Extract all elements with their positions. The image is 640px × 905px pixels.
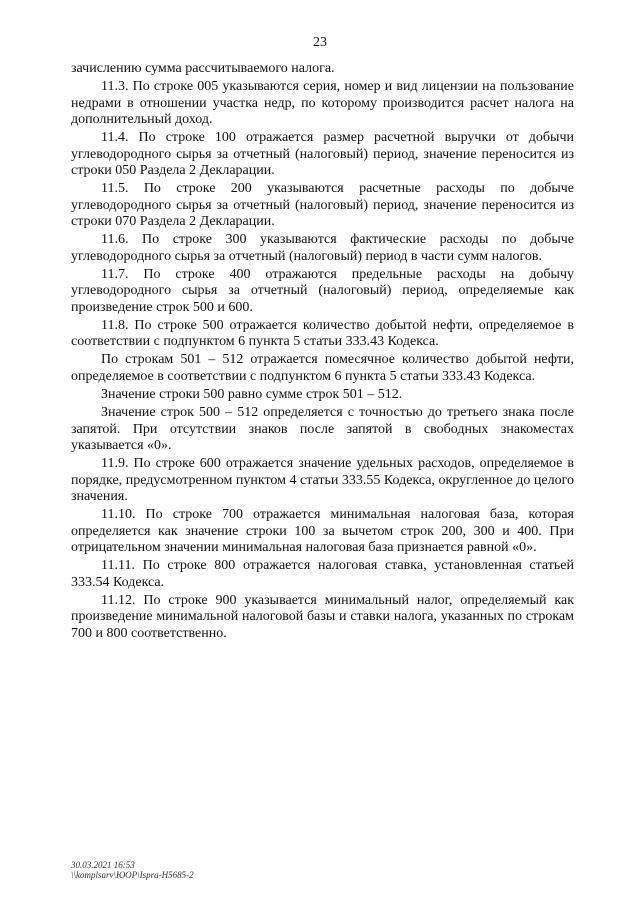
paragraph: 11.4. По строке 100 отражается размер расчетной выручки от добычи углеводородного сырья за отчетный (налоговый) период, значение переносится из строки 050 Раздела 2 Декларации. — [71, 130, 574, 179]
paragraph: зачислению сумма рассчитываемого налога. — [71, 61, 335, 76]
paragraph: Значение строк 500 – 512 определяется с точностью до третьего знака после запятой. При отсутствии знаков после запятой в свободных знакоместах указывается «0». — [71, 405, 574, 454]
paragraph: 11.9. По строке 600 отражается значение удельных расходов, определяемое в порядке, предусмотренном пунктом 4 статьи 333.55 Кодекса, округленное до целого значения. — [71, 456, 574, 505]
paragraph: 11.5. По строке 200 указываются расчетные расходы по добыче углеводородного сырья за отчетный (налоговый) период, значение переносится из строки 070 Раздела 2 Декларации. — [71, 181, 574, 230]
paragraph: По строкам 501 – 512 отражается помесячное количество добытой нефти, определяемое в соответствии с подпунктом 6 пункта 5 статьи 333.43 Кодекса. — [71, 352, 574, 384]
paragraph: 11.8. По строке 500 отражается количество добытой нефти, определяемое в соответствии с подпунктом 6 пункта 5 статьи 333.43 Кодекса. — [71, 317, 574, 350]
paragraph: 11.6. По строке 300 указываются фактические расходы по добыче углеводородного сырья за отчетный (налоговый) период в части сумм налогов. — [71, 232, 574, 264]
document-footer — [71, 860, 194, 880]
paragraph: 11.12. По строке 900 указывается минимальный налог, определяемый как произведение минимальной налоговой базы и ставки налога, указанных по строкам 700 и 800 соответственно. — [71, 592, 574, 641]
paragraph: 11.11. По строке 800 отражается налоговая ставка, установленная статьей 333.54 Кодекса. — [71, 558, 574, 590]
paragraph: 11.7. По строке 400 отражаются предельные расходы на добычу углеводородного сырья за отчетный (налоговый) период, определяемые как произведение строк 500 и 600. — [71, 266, 574, 315]
document-body — [71, 61, 574, 644]
paragraph: 11.10. По строке 700 отражается минимальная налоговая база, которая определяется как значение строки 100 за вычетом строк 200, 300 и 400. При отрицательном значении минимальная налоговая база признается равной «0». — [71, 507, 574, 556]
page-number: 23 — [313, 35, 327, 50]
paragraph: 11.3. По строке 005 указываются серия, номер и вид лицензии на пользование недрами в отношении участка недр, по которому производится расчет налога на дополнительный доход. — [71, 79, 574, 128]
paragraph: Значение строки 500 равно сумме строк 501 – 512. — [101, 387, 403, 403]
footer-file-path: \\komplsarv\ЮОР\Ispra-H5685-2 — [71, 870, 194, 880]
footer-timestamp: 30.03.2021 16:53 — [71, 860, 135, 870]
